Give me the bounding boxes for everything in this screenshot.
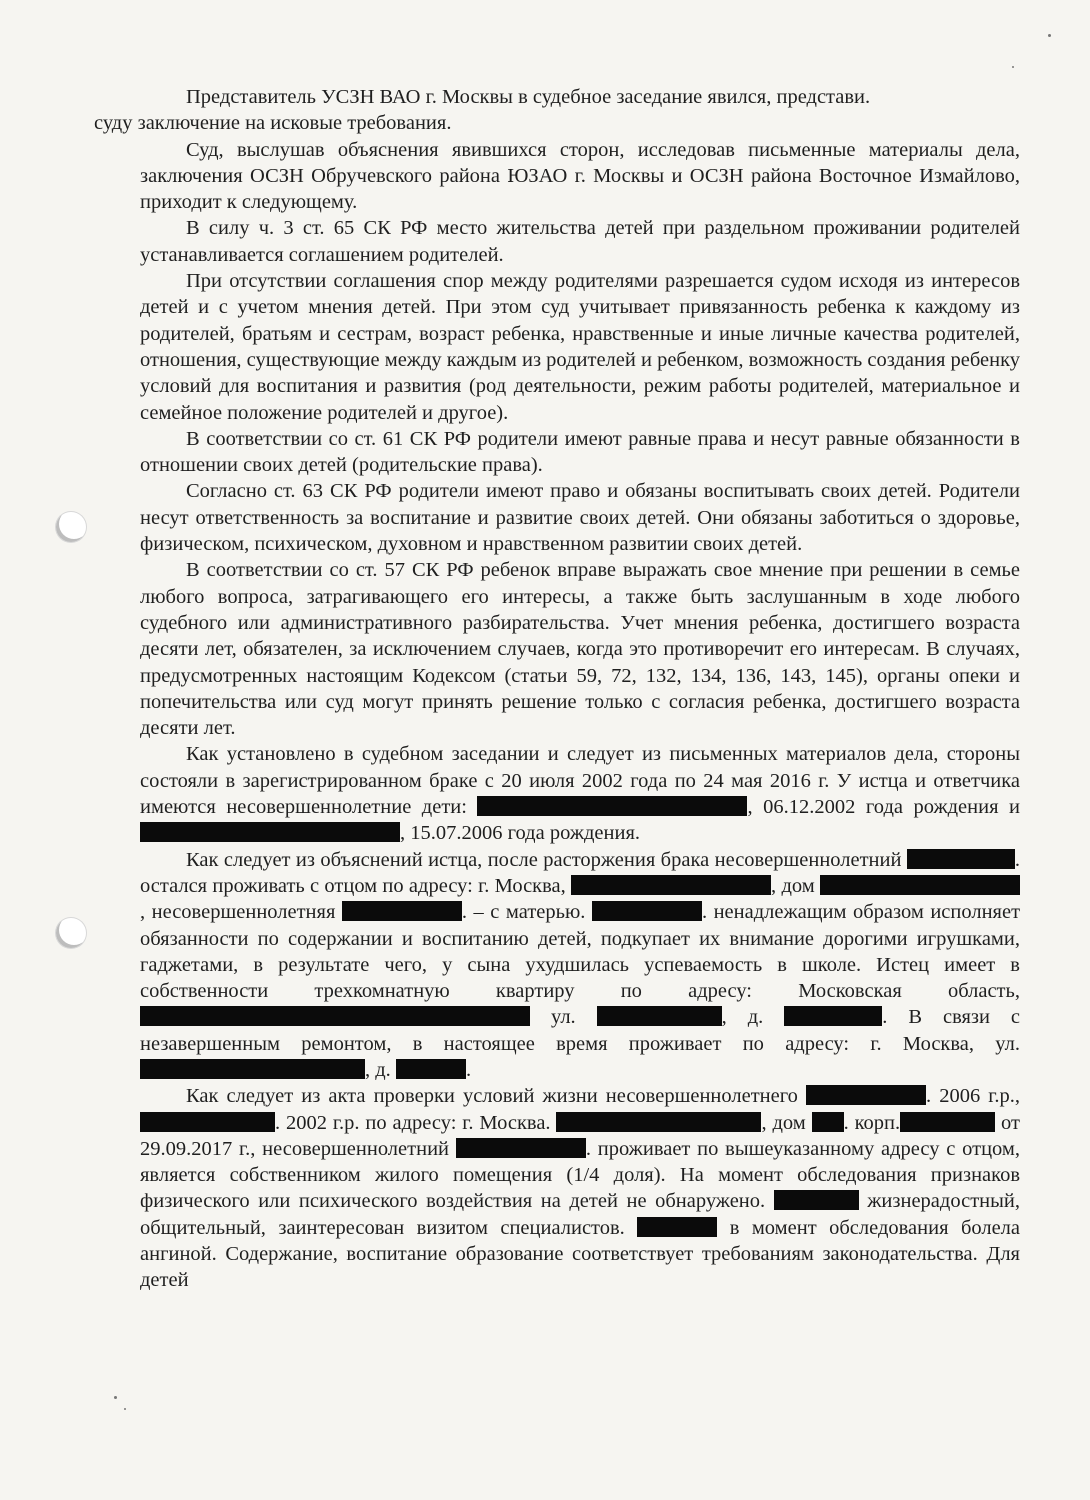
- scan-speck: [114, 1396, 117, 1399]
- redaction: [592, 901, 702, 921]
- redaction: [342, 901, 462, 921]
- paragraph-art-65: В силу ч. 3 ст. 65 СК РФ место жительства детей при раздельном проживании родителей устанавливается соглашением родителей.: [140, 217, 1020, 266]
- redaction: [571, 875, 771, 895]
- paragraph-art-61: В соответствии со ст. 61 СК РФ родители имеют равные права и несут равные обязанности в отношении своих детей (родительские права).: [140, 427, 1020, 477]
- redaction: [784, 1006, 882, 1026]
- redaction: [456, 1138, 586, 1158]
- scan-speck: [1048, 34, 1051, 37]
- redaction: [396, 1059, 466, 1079]
- redaction: [907, 849, 1015, 869]
- redaction: [812, 1112, 844, 1132]
- paragraph-representative: Представитель УСЗН ВАО г. Москвы в судебное заседание явился, представи. суду заключение на исковые требования.: [94, 86, 871, 135]
- redaction: [597, 1006, 722, 1026]
- paragraph-art-63: Согласно ст. 63 СК РФ родители имеют право и обязаны воспитывать своих детей. Родители несут ответственность за воспитание и развитие своих детей. Они обязаны заботиться о здоровье, физическом, психическом, духовном и нравственном развитии своих детей.: [140, 480, 1020, 556]
- redaction: [900, 1112, 995, 1132]
- redaction: [140, 1006, 530, 1026]
- paragraph-plaintiff-statement: Как следует из объяснений истца, после расторжения брака несовершеннолетний . остался проживать с отцом по адресу: г. Москва, , дом , несовершеннолетняя . – с матерью. . ненадлежащим образом исполняет обязанности по содержании и воспитанию детей, подкупает их внимание дорогими игрушками, гаджетами, в результате чего, у сына ухудшилась успеваемость в школе. Истец имеет в собственности трехкомнатную квартиру по адресу: Московская область, ул. , д. . В связи с незавершенным ремонтом, в настоящее время проживает по адресу: г. Москва, ул. , д. .: [140, 848, 1021, 1081]
- document-body: [94, 84, 1021, 1294]
- paragraph-dispute: При отсутствии соглашения спор между родителями разрешается судом исходя из интересов детей и с учетом мнения детей. При этом суд учитывает привязанность ребенка к каждому из родителей, братьям и сестрам, возраст ребенка, нравственные и иные личные качества родителей, отношения, существующие между каждым из родителей и ребенком, возможность создания ребенку условий для воспитания и развития (род деятельности, режим работы родителей, материальное и семейное положение родителей и другое).: [140, 270, 1020, 424]
- binder-hole-top: [56, 512, 86, 542]
- paragraph-art-57: В соответствии со ст. 57 СК РФ ребенок вправе выражать свое мнение при решении в семье любого вопроса, затрагивающего его интересы, а также быть заслушанным в ходе любого судебного или административного разбирательства. Учет мнения ребенка, достигшего возраста десяти лет, обязателен, за исключением случаев, когда это противоречит его интересам. В случаях, предусмотренных настоящим Кодексом (статьи 59, 72, 132, 134, 136, 143, 145), органы опеки и попечительства или суд могут принять решение только с согласия ребенка, достигшего возраста десяти лет.: [140, 559, 1020, 740]
- scan-speck: [1012, 66, 1014, 68]
- redaction: [820, 875, 1020, 895]
- paragraph-marriage: Как установлено в судебном заседании и следует из письменных материалов дела, стороны состояли в зарегистрированном браке с 20 июля 2002 года по 24 мая 2016 г. У истца и ответчика имеются несовершеннолетние дети: , 06.12.2002 года рождения и , 15.07.2006 года рождения.: [140, 743, 1021, 845]
- redaction: [637, 1217, 717, 1237]
- redaction: [556, 1112, 761, 1132]
- redaction: [806, 1085, 926, 1105]
- paragraph-court-hearing: Суд, выслушав объяснения явившихся сторон, исследовав письменные материалы дела, заключения ОСЗН Обручевского района ЮЗАО г. Москвы и ОСЗН района Восточное Измайлово, приходит к следующему.: [140, 138, 1020, 214]
- redaction: [477, 796, 747, 816]
- redaction: [140, 1059, 365, 1079]
- paragraph-inspection-act: Как следует из акта проверки условий жизни несовершеннолетнего . 2006 г.р., . 2002 г.р. по адресу: г. Москва. , дом . корп. от 29.09.2017 г., несовершеннолетний . проживает по вышеуказанному адресу с отцом, является собственником жилого помещения (1/4 доля). На момент обследования признаков физического или психического воздействия на детей не обнаружено. жизнерадостный, общительный, заинтересован визитом специалистов. в момент обследования болела ангиной. Содержание, воспитание образование соответствует требованиям законодательства. Для детей: [140, 1085, 1021, 1292]
- binder-hole-bottom: [56, 918, 86, 948]
- redaction: [774, 1190, 859, 1210]
- scan-speck: [124, 1408, 126, 1410]
- redaction: [140, 822, 400, 842]
- redaction: [140, 1112, 275, 1132]
